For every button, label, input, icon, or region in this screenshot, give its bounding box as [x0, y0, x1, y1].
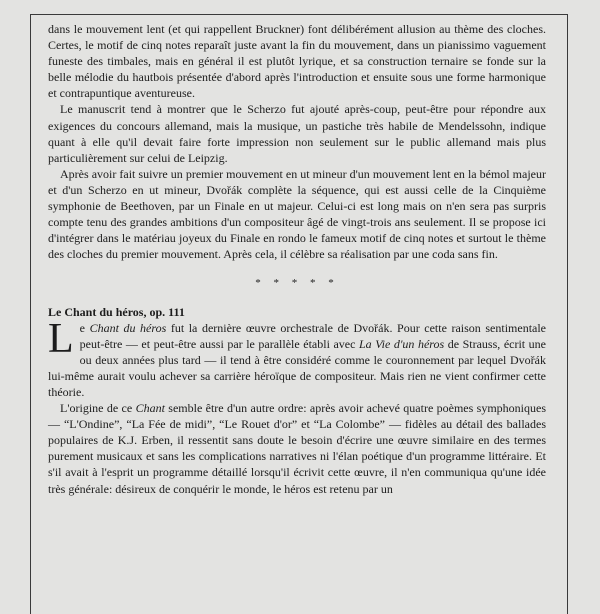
italic-title: Chant [135, 401, 165, 416]
text-column [48, 21, 546, 497]
text-run: fut la dernière œuvre orchestrale de Dvořák. Pour cette raison sentimentale peut-être — et peut-être aussi par le parallèle établi avec [79, 320, 547, 351]
section-heading: Le Chant du héros, op. 111 [48, 304, 185, 319]
text-run: e [79, 320, 90, 335]
text-run: L'origine de ce [60, 401, 136, 416]
paragraph-2: Le manuscrit tend à montrer que le Scherzo fut ajouté après-coup, peut-être pour répondre aux exigences du concours allemand, mais la musique, un pastiche très habile de Mendelssohn, indique quant à elle qu'il devait faire forte impression non seulement sur le public allemand mais plus particulièrement sur celui de Leipzig. [48, 102, 546, 165]
paragraph-dropcap [48, 315, 547, 400]
drop-cap: L [48, 315, 74, 362]
paragraph-3: Après avoir fait suivre un premier mouvement en ut mineur d'un mouvement lent en la bémol majeur et d'un Scherzo en ut mineur, Dvořák complète la séquence, qui est aussi celle de la Cinquième symphonie de Beethoven, par un Finale en ut majeur. Celui-ci est long mais on n'en sera pas surpris compte tenu des grandes ambitions d'un compositeur âgé de vingt-trois ans seulement. Il se propose ici d'intégrer dans le matériau joyeux du Finale en rondo le fameux motif de cinq notes et surtout le thème des cloches du premier mouvement. Après cela, il célèbre sa réalisation par une coda sans fin. [48, 166, 546, 262]
section-separator: * * * * * [255, 277, 339, 290]
italic-title: Chant du héros [89, 320, 167, 335]
paragraph-last [48, 400, 546, 497]
text-run: semble être d'un autre ordre: après avoir achevé quatre poèmes symphoniques — “L'Ondine”, “La Fée de midi”, “Le Rouet d'or” et “La Colombe” — fidèles au détail des ballades populaires de K.J. Erben, il ressentit sans doute le besoin d'écrire une œuvre similaire en des termes purement musicaux et sans les complications narratives ni l'élan poétique d'un programme littéraire. Et s'il avait à l'esprit un programme détaillé lorsqu'il écrivit cette œuvre, il n'en communiqua qu'une idée très générale: désireux de conquérir le monde, le héros est retenu par un [48, 401, 546, 496]
paragraph-1: dans le mouvement lent (et qui rappellent Bruckner) font délibérément allusion au thème des cloches. Certes, le motif de cinq notes reparaît juste avant la fin du mouvement, dans un pianissimo vaguement funeste des timbales, mais en général il est plutôt lyrique, et sa construction ternaire se fonde sur la belle mélodie du hautbois présentée d'abord après l'introduction et ensuite sous une forme harmonique et contrapuntique aventureuse. [48, 22, 546, 101]
italic-title: La Vie d'un héros [358, 336, 445, 351]
text-run: de Strauss, écrit une ou deux années plus tard — il tend à être considéré comme le couronnement par lequel Dvořák lui-même aurait voulu achever sa carrière héroïque de compositeur. Mais rien ne vient confirmer cette théorie. [48, 336, 547, 399]
